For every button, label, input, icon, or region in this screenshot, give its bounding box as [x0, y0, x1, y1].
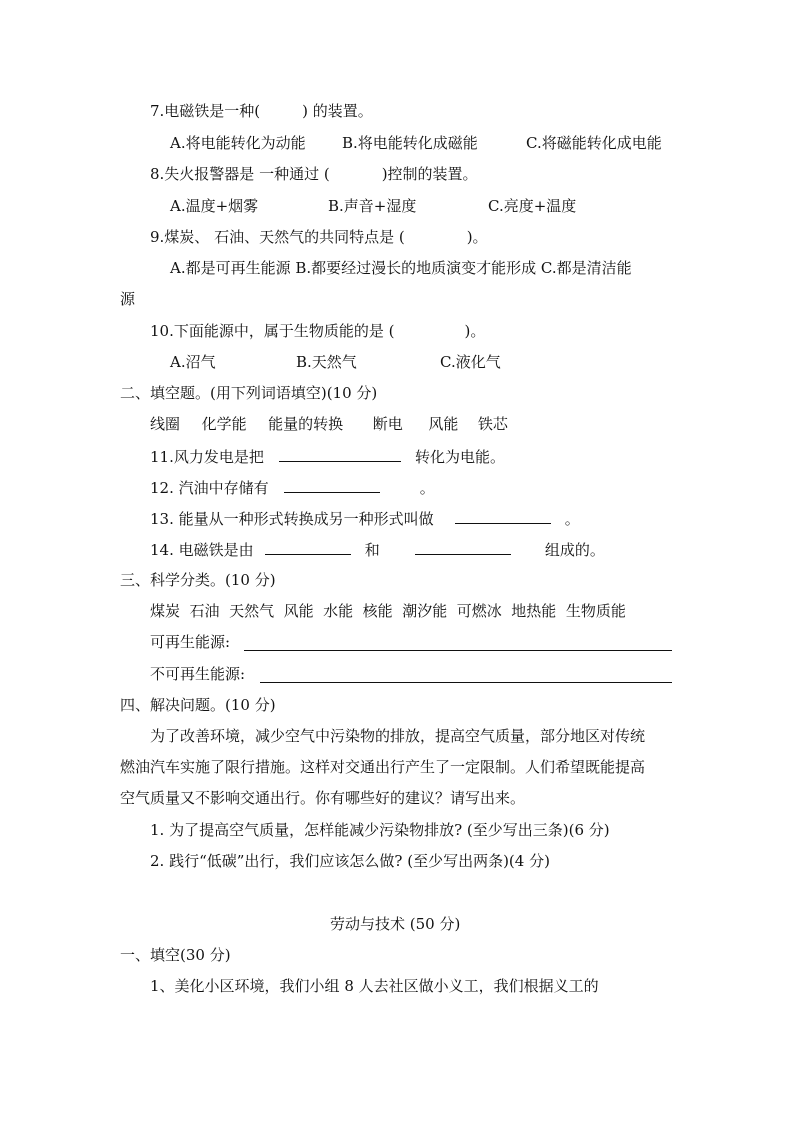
section4-paragraph-line-1: 为了改善环境，减少空气中污染物的排放，提高空气质量，部分地区对传统: [150, 727, 646, 745]
q11-blank[interactable]: [279, 446, 401, 462]
energy-list: 煤炭 石油 天然气 风能 水能 核能 潮汐能 可燃冰 地热能 生物质能: [150, 602, 626, 620]
word-1: 线圈: [150, 415, 181, 433]
renewable-answer-line[interactable]: [244, 650, 672, 651]
word-2: 化学能: [201, 415, 247, 433]
nonrenewable-answer-line[interactable]: [260, 682, 672, 683]
word-bank: [150, 414, 508, 434]
q9-options: A.都是可再生能源 B.都要经过漫长的地质演变才能形成 C.都是清洁能: [170, 259, 632, 277]
q9-options-wrap: 源: [120, 290, 136, 308]
q12-text-a: 12. 汽油中存储有: [150, 479, 269, 497]
q13: [150, 508, 580, 529]
labor-question-1: 1、美化小区环境，我们小组 8 人去社区做小义工，我们根据义工的: [150, 977, 599, 995]
q12-text-b: 。: [419, 479, 435, 497]
word-5: 风能: [428, 415, 459, 433]
q7-stem-end: ) 的装置。: [302, 102, 373, 120]
q11: [150, 446, 505, 467]
q8-option-a: A.温度+烟雾: [170, 197, 259, 215]
q7-option-b: B.将电能转化成磁能: [342, 134, 478, 152]
q10-stem: [150, 321, 485, 341]
nonrenewable-label: 不可再生能源:: [150, 665, 246, 683]
q10-stem-text: 10.下面能源中，属于生物质能的是 (: [150, 322, 395, 340]
q12-blank[interactable]: [284, 477, 380, 493]
q9-stem-text: 9.煤炭、 石油、天然气的共同特点是 (: [150, 228, 405, 246]
q11-text-b: 转化为电能。: [414, 448, 505, 466]
q8-stem-end: )控制的装置。: [381, 165, 478, 183]
q8-stem-text: 8.失火报警器是 一种通过 (: [150, 165, 330, 183]
section4-paragraph-line-2: 燃油汽车实施了限行措施。这样对交通出行产生了一定限制。人们希望既能提高: [120, 758, 646, 776]
q8-option-c: C.亮度+温度: [488, 197, 577, 215]
renewable-label: 可再生能源:: [150, 633, 231, 651]
word-4: 断电: [372, 415, 403, 433]
q10-option-b: B.天然气: [296, 353, 357, 371]
q7-stem-text: 7.电磁铁是一种(: [150, 102, 261, 120]
q11-text-a: 11.风力发电是把: [150, 448, 264, 466]
q10-stem-end: )。: [464, 322, 486, 340]
q8-option-b: B.声音+湿度: [328, 197, 417, 215]
q13-text-b: 。: [564, 510, 580, 528]
section4-title: 四、解决问题。(10 分): [120, 696, 276, 714]
q10-option-a: A.沼气: [170, 353, 216, 371]
q13-blank[interactable]: [455, 508, 551, 524]
q14-text-b: 和: [364, 541, 380, 559]
q14: [150, 539, 605, 560]
q8-stem: [150, 164, 478, 184]
q7-option-a: A.将电能转化为动能: [170, 134, 306, 152]
q14-blank-1[interactable]: [265, 539, 351, 555]
section4-question-2: 2. 践行“低碳”出行，我们应该怎么做? (至少写出两条)(4 分): [150, 852, 550, 870]
section2-title: 二、填空题。(用下列词语填空)(10 分): [120, 384, 378, 402]
q7-option-c: C.将磁能转化成电能: [526, 134, 662, 152]
labor-title: 劳动与技术 (50 分): [330, 915, 461, 933]
section4-paragraph-line-3: 空气质量又不影响交通出行。你有哪些好的建议？请写出来。: [120, 789, 526, 807]
section3-title: 三、科学分类。(10 分): [120, 571, 276, 589]
q12: [150, 477, 435, 498]
q9-stem-end: )。: [466, 228, 488, 246]
word-6: 铁芯: [477, 415, 508, 433]
q7-stem: [150, 101, 373, 121]
word-3: 能量的转换: [268, 415, 344, 433]
q14-text-a: 14. 电磁铁是由: [150, 541, 254, 559]
q10-option-c: C.液化气: [440, 353, 501, 371]
q13-text-a: 13. 能量从一种形式转换成另一种形式叫做: [150, 510, 434, 528]
labor-section1-title: 一、填空(30 分): [120, 946, 231, 964]
q14-blank-2[interactable]: [415, 539, 511, 555]
q14-text-c: 组成的。: [544, 541, 605, 559]
q9-stem: [150, 227, 488, 247]
section4-question-1: 1. 为了提高空气质量，怎样能减少污染物排放? (至少写出三条)(6 分): [150, 821, 610, 839]
